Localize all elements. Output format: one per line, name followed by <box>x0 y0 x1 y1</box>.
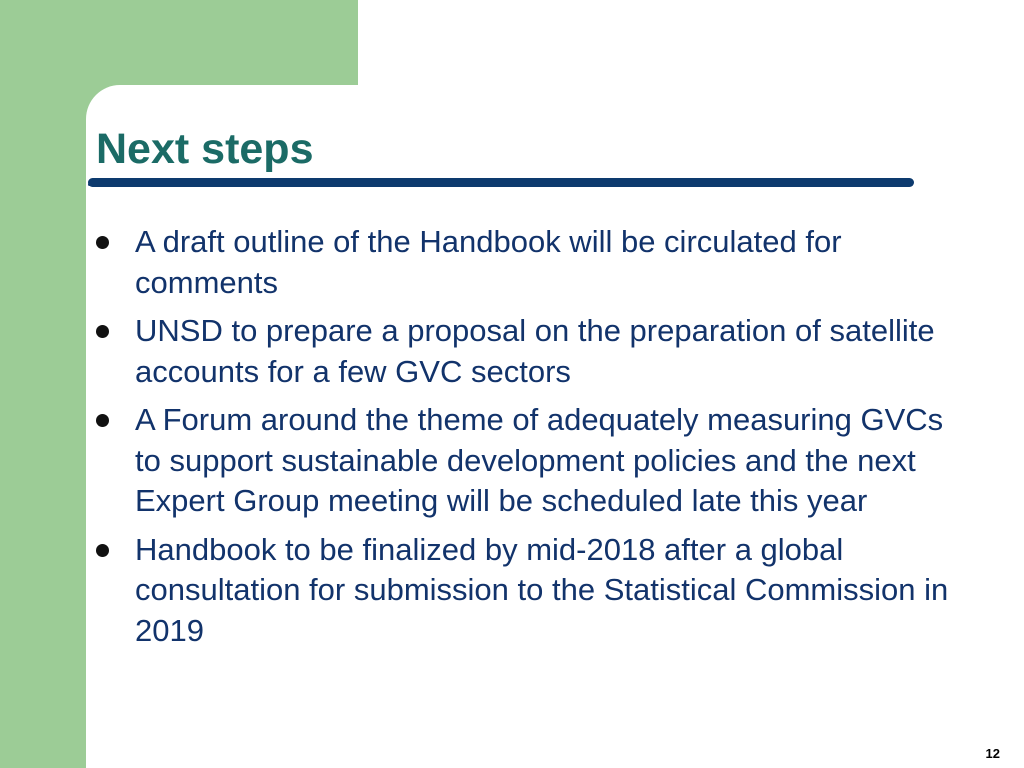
bullet-dot-icon <box>96 544 109 557</box>
bullet-list <box>96 222 956 659</box>
title-underline-tail <box>88 183 138 186</box>
bullet-item <box>96 400 956 522</box>
decorative-green-sidebar <box>0 0 86 768</box>
bullet-text: A draft outline of the Handbook will be circulated for comments <box>135 224 842 300</box>
slide-title: Next steps <box>96 125 314 173</box>
bullet-text: Handbook to be finalized by mid-2018 after a global consultation for submission to the Statistical Commission in 2019 <box>135 531 949 648</box>
title-underline-rule <box>88 178 914 187</box>
bullet-item <box>96 311 956 392</box>
bullet-text: UNSD to prepare a proposal on the preparation of satellite accounts for a few GVC sectors <box>135 313 935 389</box>
bullet-dot-icon <box>96 414 109 427</box>
bullet-item <box>96 222 956 303</box>
bullet-dot-icon <box>96 236 109 249</box>
bullet-text: A Forum around the theme of adequately measuring GVCs to support sustainable development policies and the next Expert Group meeting will be scheduled late this year <box>135 402 944 518</box>
bullet-dot-icon <box>96 325 109 338</box>
page-number: 12 <box>985 746 1000 761</box>
bullet-item <box>96 530 956 652</box>
